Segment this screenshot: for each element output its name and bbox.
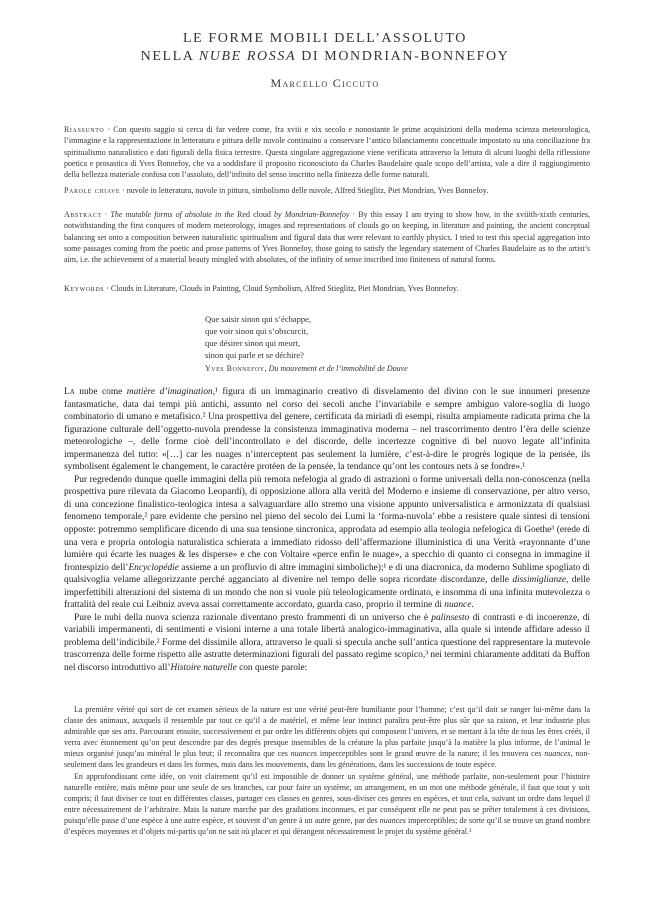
title-italic-text: NUBE ROSSA [198,49,297,64]
body-paragraph-3 [64,612,590,675]
abstract-label: Abstract [64,210,102,219]
parole-chiave-label: Parole chiave [64,186,121,195]
abstract-title-italic: by Mondrian-Bonnefoy [273,210,350,219]
body-paragraph-1 [64,386,590,474]
epigraph-author: Yves Bonnefoy [205,364,265,373]
body-italic-run: Histoire naturelle [170,663,237,674]
quote-italic-run: nuances [290,749,317,759]
body-text-run: , delle imperfettibili alterazioni del sistema di un mondo che non si vuole più teleologicamente ordinato, e insomma di una infinita mutevolezza o frattalità del reale cui Leibniz aveva assai correttamente accordato, guarda caso, proprio il termine di [64,575,590,611]
body-text-run: con queste parole: [236,663,308,674]
body-paragraph-2 [64,474,590,612]
body-text-run: Pur regredendo dunque quelle immagini della più remota nefelogia al grado di astrazioni o forme universali della non-conoscenza (nella prospettiva pure rilevata da Giacomo Leopardi), di opposizione allora alla verità del Moderno e insieme di conservazione, per altro verso, di una concezione finalistico-teologica intesa a salvaguardare allo stremo una visione appunto universalistica e armonizzata di qualsiasi fenomeno temporale,² pare evidente che persino nel pieno del secolo dei Lumi la ‘forma-nuvola’ ebbe a resistere quale sintesi di tensioni opposte: potremmo semplificare dicendo di una sua tensione sincronica, approdata ad esempio alla teologia nefelogica di Goethe³ (erede di una vera e propria ontologia naturalistica schierata a immediato ridosso dell’affermazione illuministica di una Verità «rayonnante d’une lumière qui écarte les nuages & les disperse» e che con Voltaire «perce enfin le nuage», a specchio di quanto ci consegna in immagine il frontespizio dell’ [64,474,590,573]
article-header [0,30,650,91]
quote-text-run: , non-seulement dans les grandeurs et dans les formes, mais dans les mouvements, dans les générations, dans les successions de toute espèce. [64,749,591,770]
opening-words: La [64,387,75,397]
keywords [64,283,590,294]
epigraph-source: , Du mouvement et de l’immobilité de Douve [264,364,408,373]
epigraph-attribution [205,363,505,375]
quote-text-run: La première vérité qui sort de cet examen sérieux de la nature est une vérité peut-être humiliante pour l’homme; c’est qu’il doit se ranger lui-même dans la classe des animaux, auxquels il ressemble par tout ce qu’il a de matériel, et même leur instinct paraîtra peut-être plus sûr que sa raison, et leur industrie plus admirable que ses arts. Parcourant ensuite, successivement et par ordre les différents objets qui composent l’univers, et se mettant à la tête de tous les êtres créés, il verra avec étonnement qu’on peut descendre par des degrés presque insensibles de la créature la plus parfaite jusqu’à la matière la plus informe, de l’animal le mieux organisé jusqu’au minéral le plus brut; il reconnaîtra que ces [64,705,590,759]
epigraph-line: sinon qui parle et se déchire? [205,350,304,360]
quote-text-run: imperceptibles; de sorte qu’il se trouve un grand nombre d’espèces moyennes et d’objets mi-partis qu’on ne sait où placer et qui dérangent nécessairement le projet du système général.¹ [64,815,591,837]
quote-paragraph-2 [64,771,590,838]
riassunto-text: · Con questo saggio si cerca di far vedere come, fra xviii e xix secolo e nonostante le prime acquisizioni della moderna scienza meteorologica, l’immagine e la rappresentazione in letteratura e pittura delle nuvole continuino a conservare l’antico bilanciamento concettuale impostato su una conciliazione fra spiritualismo naturalistico e dati figurali della fisica terrestre. Questa singolare aggregazione viene verificata attraverso la lettura di alcuni luoghi della riflessione poetica e prosastica di Yves Bonnefoy, che va a soddisfare il proposito riconosciuto da Charles Baudelaire quale scopo dell’artista, vale a dire il raggiungimento della bellezza materiale confusa con l’assoluto, dell’infinito del senso inscritto nella finitezza delle forme naturali. [64,125,590,180]
quote-text-run: En approfondissant cette idée, on voit clairement qu’il est impossible de donner un système général, une méthode parfaite, non-seulement pour l’histoire naturelle entière, mais même pour une seule de ses branches, car pour faire un système, un arrangement, en un mot une méthode générale, il faut que tout y soit compris; il faut diviser ce tout en différentes classes, partager ces classes en genres, sous-diviser ces genres en espèces, et tout cela, suivant un ordre dans lequel il entre nécessairement de l’arbitraire. Mais la nature marche par des gradations inconnues, et par conséquent elle ne peut pas se prêter totalement à ces divisions, puisqu’elle passe d’une espèce à une autre espèce, et souvent d’un genre à un autre genre, par des [64,771,590,825]
quote-italic-run: nuances [544,749,571,759]
abstract-text: · By this essay I am trying to show how, in the xviiith-xixth centuries, notwithstanding the first conquers of modern meteorology, images and representations of clouds go on keeping, in literature and painting, the ancient conceptual balancing set onto a composition between naturalistic spiritualism and figural data that were relevant to earthly physics. I tried to test this special aggregation into some passages coming from the poetic and prose patterns of Yves Bonnefoy, those going to satisfy the legendary statement of Charles Baudelaire as to the artist’s aim, i.e. the achievement of a material beauty mingled with absolutes, of the infinity of sense inscribed into finiteness of natural forms. [64,210,590,265]
body-text-run: Pure le nubi della nuova scienza razionale diventano presto frammenti di un universo che è [74,612,432,623]
body-italic-run: matière d’imagination [126,387,213,397]
article-author: Marcello Ciccuto [270,76,380,90]
article-title-line-2 [0,48,650,66]
abstract-separator: · [101,210,111,219]
parole-chiave [64,185,590,196]
riassunto-label: Riassunto [64,125,105,134]
abstract-title-roman: Red cloud [234,210,274,219]
block-quotation [64,704,590,837]
abstract-title-italic: The mutable forms of absolute in the [110,210,235,219]
body-italic-run: nuance [444,600,472,611]
quote-italic-run: nuances [379,815,406,825]
body-italic-run: palinsesto [431,612,470,623]
body-italic-run: dissimiglianze [512,575,567,586]
keywords-label: Keywords [64,284,105,293]
article-body [64,386,590,675]
body-italic-run: Encyclopédie [128,562,179,573]
body-text-run: di contrasti e di incoerenze, di variabili impermanenti, di sentimenti e visioni interne a una totale libertà analogico-immaginativa, alla quale si intende affidare adesso il problema dell’indicibile.² Forme del dissimile allora, attraverso le quali si specula anche sull’antica questione del rappresentare la mutevole trascorrenza delle forme rispetto alle astratte determinazioni figurali del passato regime scopico,³ nei termini chiaramente additati da Buffon nel discorso introduttivo all’ [64,612,591,674]
keywords-text: · Clouds in Literature, Clouds in Painting, Cloud Symbolism, Alfred Stieglitz, Piet Mondrian, Yves Bonnefoy. [104,284,459,293]
body-text-run: assieme a un profluvio di altre immagini simboliche);¹ e di una diacronica, da moderno Sublime spogliato di qualsivoglia velame allegorizzante perché agganciato al divenire nel tempo delle sopra ricordate discordanze, delle [64,562,590,586]
epigraph-line: Que saisir sinon qui s’échappe, [205,314,311,324]
body-text-run: . [471,600,474,611]
quote-text-run: imperceptibles sont le grand œuvre de la nature; il les trouvera ces [316,749,545,759]
title-text: NELLA [140,49,199,64]
abstract [64,209,590,265]
epigraph-line: que désirer sinon qui meurt, [205,338,301,348]
body-text-run: ,¹ figura di un immaginario creativo di disvelamento del divino con le sue innumeri presenze fantasmatiche, data dai tempi più antichi, assunto nel corso dei secoli anche l’invariabile e sempre ambiguo valore-soglia di luogo combinatorio di umano e metafisico.² Una prospettiva del genere, certificata da miriadi di esempi, risulta ampiamente radicata prima che la figurazione culturale dell’oggetto-nuvola prendesse la consistenza immaginativa moderna – nel trascorrimento dentro l’èra delle scienze meteorologiche –, delle forme cioè dell’incontrollato e del discorde, delle incertezze cognitive di bel nuovo legate all’infinita impermanenza del tutto: «[…] car les nuages n’interceptent pas seulement la lumière, c’est-à-dire le progrès logique de la pensée, ils symbolisent également le changement, le caractère protéen de la pensée, la tendance qu’ont les contours nets à se fondre».¹ [64,387,590,473]
epigraph [205,313,505,375]
quote-paragraph-1 [64,704,590,771]
article-title-line-1: LE FORME MOBILI DELL’ASSOLUTO [182,31,468,46]
title-text: DI MONDRIAN-BONNEFOY [296,49,510,64]
parole-chiave-text: · nuvole in letteratura, nuvole in pittura, simbolismo delle nuvole, Alfred Stieglitz, Piet Mondrian, Yves Bonnefoy. [120,186,489,195]
body-text-run: nube come [74,387,127,397]
epigraph-line: que voir sinon qui s’obscurcit, [205,326,309,336]
riassunto [64,124,590,180]
